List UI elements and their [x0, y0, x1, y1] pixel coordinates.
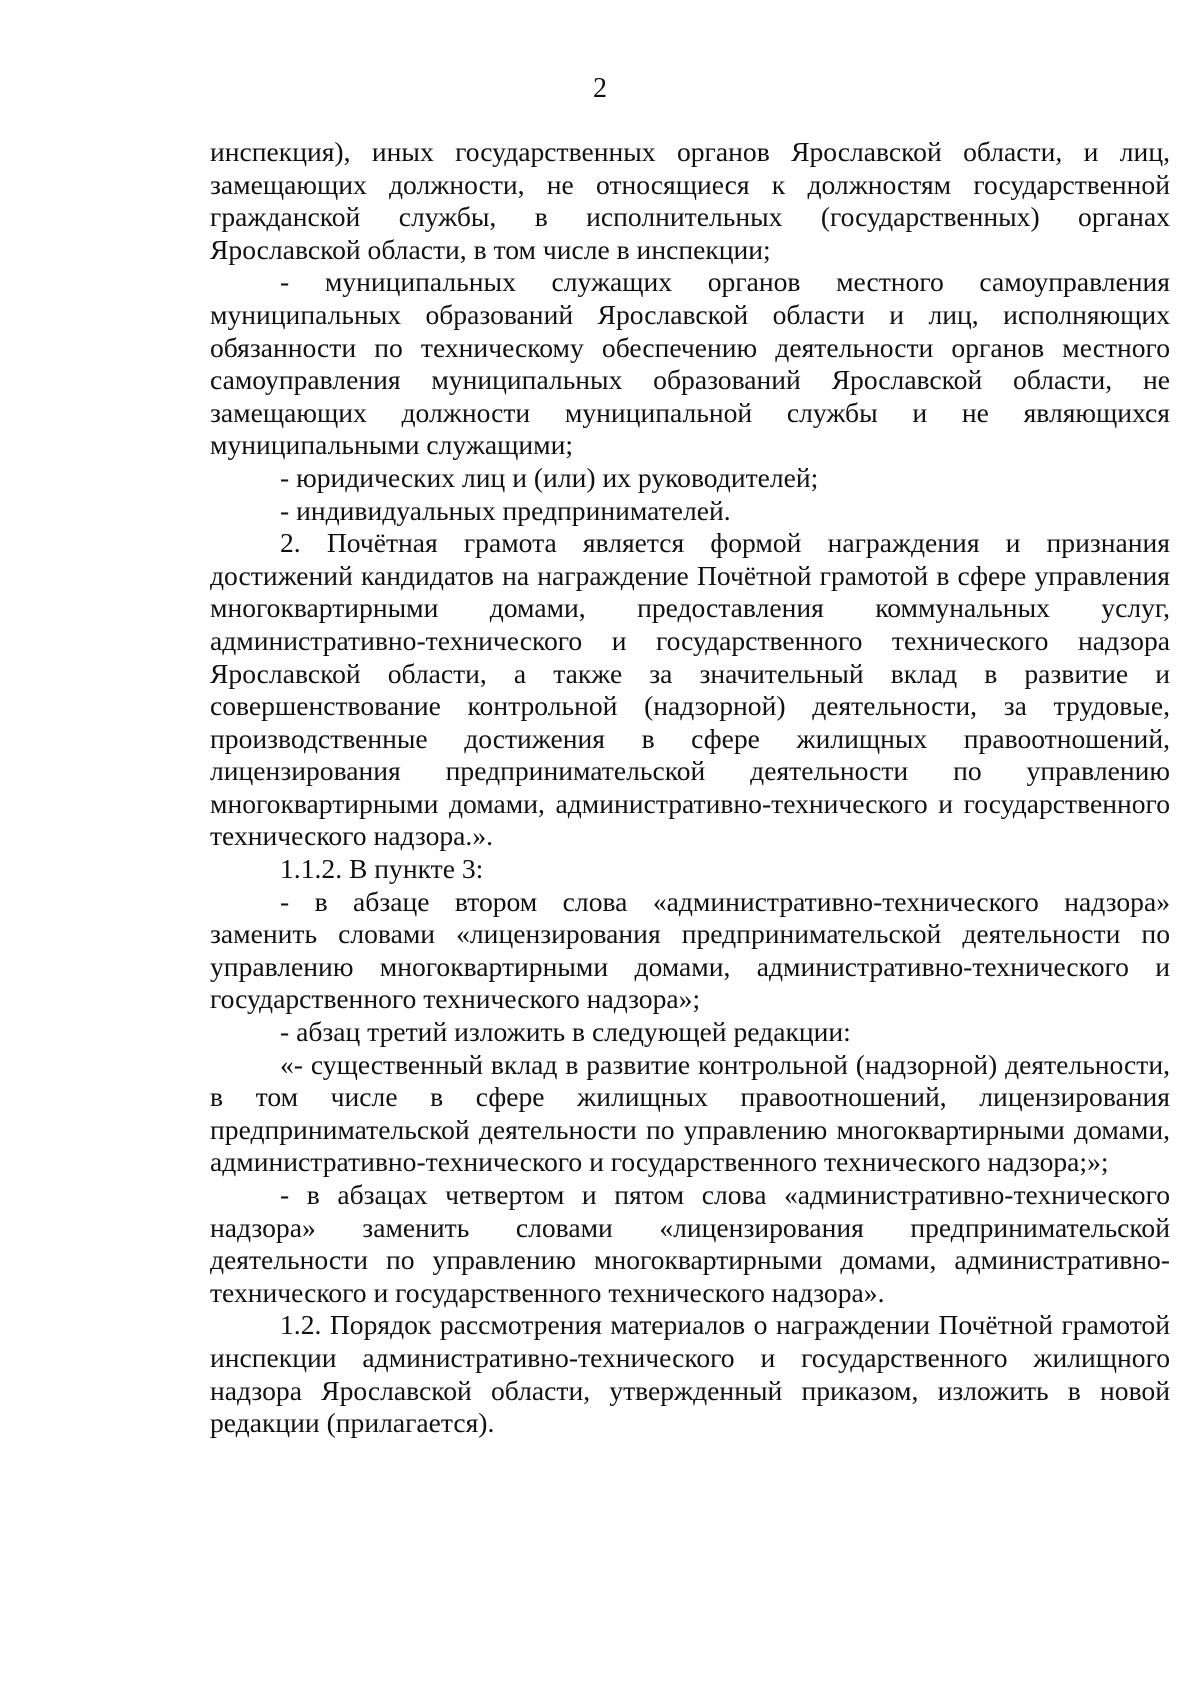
paragraph: - юридических лиц и (или) их руководителей;	[280, 461, 819, 493]
page-number: 2	[593, 73, 607, 104]
paragraph: - индивидуальных предпринимателей.	[280, 494, 731, 526]
paragraph: - в абзацах четвертом и пятом слова «административно-технического надзора» заменить словами «лицензирования предпринимательской деятельности по управлению многоквартирными домами, административно-технического и государственного технического надзора».	[210, 1179, 1170, 1308]
paragraph: - муниципальных служащих органов местного самоуправления муниципальных образований Ярославской области и лиц, исполняющих обязанности по техническому обеспечению деятельности органов местного самоуправления муниципальных образований Ярославской области, не замещающих должности муниципальной службы и не являющихся муниципальными служащими;	[210, 266, 1170, 461]
paragraph: - абзац третий изложить в следующей редакции:	[280, 1016, 851, 1048]
paragraph: 1.1.2. В пункте 3:	[280, 853, 484, 885]
document-body	[210, 136, 1170, 1440]
paragraph: 2. Почётная грамота является формой награждения и признания достижений кандидатов на награждение Почётной грамотой в сфере управления многоквартирными домами, предоставления коммунальных услуг, административно-технического и государственного технического надзора Ярославской области, а также за значительный вклад в развитие и совершенствование контрольной (надзорной) деятельности, за трудовые, производственные достижения в сфере жилищных правоотношений, лицензирования предпринимательской деятельности по управлению многоквартирными домами, административно-технического и государственного технического надзора.».	[210, 527, 1170, 852]
paragraph: инспекция), иных государственных органов Ярославской области, и лиц, замещающих должности, не относящиеся к должностям государственной гражданской службы, в исполнительных (государственных) органах Ярославской области, в том числе в инспекции;	[210, 136, 1170, 265]
paragraph: 1.2. Порядок рассмотрения материалов о награждении Почётной грамотой инспекции административно-технического и государственного жилищного надзора Ярославской области, утвержденный приказом, изложить в новой редакции (прилагается).	[210, 1309, 1170, 1439]
paragraph: «- существенный вклад в развитие контрольной (надзорной) деятельности, в том числе в сфере жилищных правоотношений, лицензирования предпринимательской деятельности по управлению многоквартирными домами, административно-технического и государственного технического надзора;»;	[210, 1048, 1170, 1178]
paragraph: - в абзаце втором слова «административно-технического надзора» заменить словами «лицензирования предпринимательской деятельности по управлению многоквартирными домами, административно-технического и государственного технического надзора»;	[210, 885, 1170, 1015]
